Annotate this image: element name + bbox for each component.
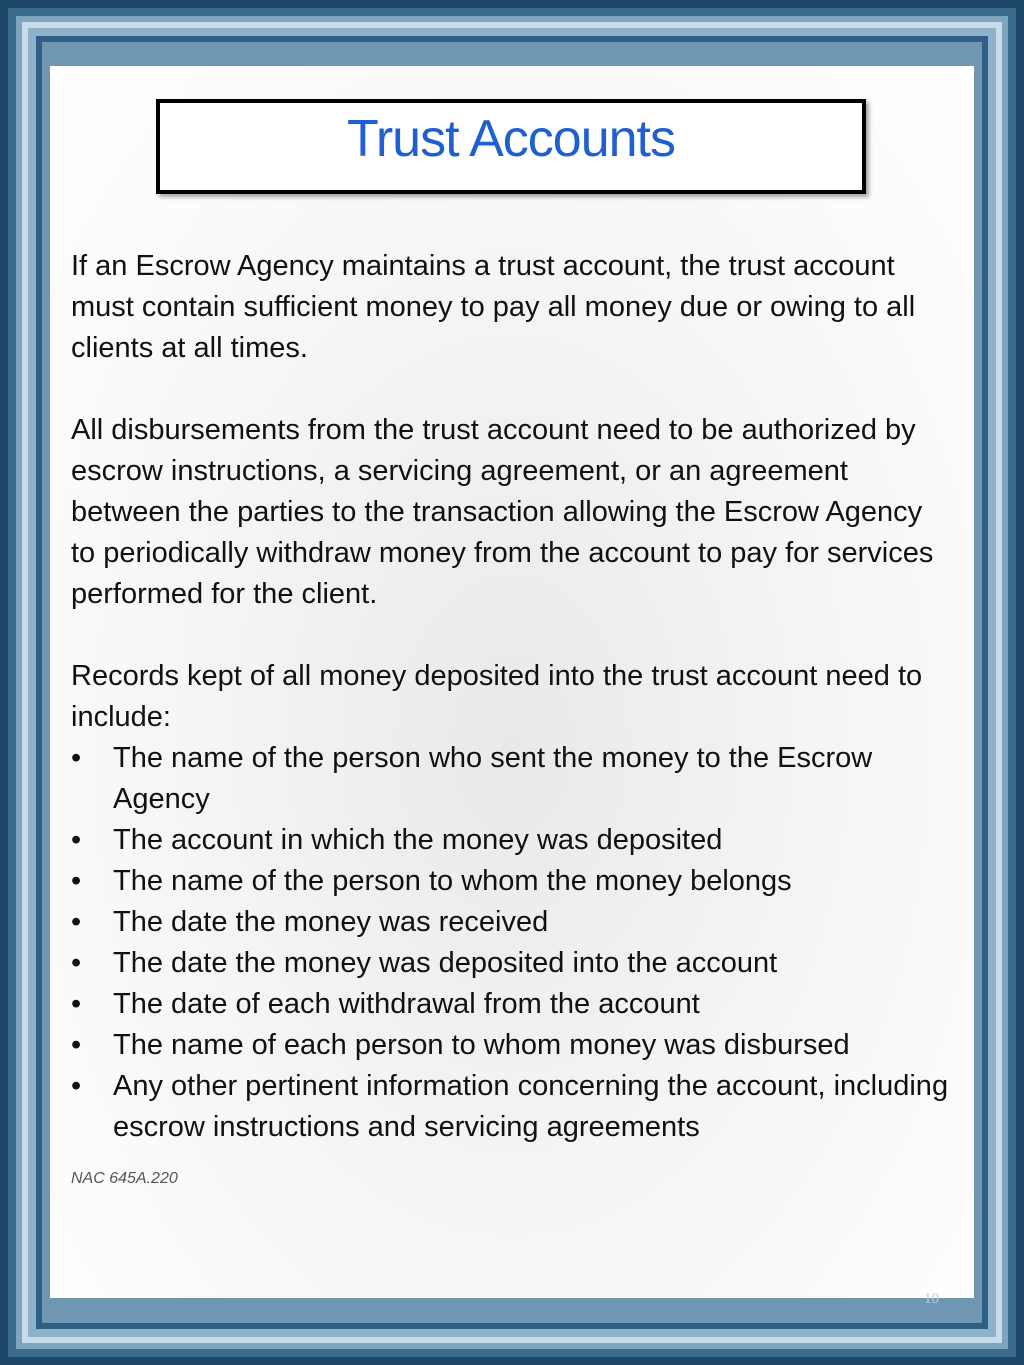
list-item — [71, 1066, 951, 1148]
list-item — [71, 861, 951, 902]
slide-page — [50, 66, 974, 1307]
bullet-icon: • — [71, 865, 82, 897]
list-item-text: The name of the person to whom the money belongs — [113, 865, 792, 897]
list-item-text: The date the money was deposited into the account — [113, 947, 778, 979]
title-box — [156, 99, 866, 194]
bullet-icon: • — [71, 906, 82, 938]
list-item-text: The date of each withdrawal from the account — [113, 988, 700, 1020]
list-item-text: The name of each person to whom money was disbursed — [113, 1029, 850, 1061]
page-title: Trust Accounts — [347, 110, 675, 168]
bullet-icon: • — [71, 1070, 82, 1102]
list-item-text: The account in which the money was deposited — [113, 824, 723, 856]
list-item — [71, 820, 951, 861]
page-number: 10 — [924, 1291, 939, 1307]
list-item — [71, 943, 951, 984]
list-item-text: The date the money was received — [113, 906, 549, 938]
bullet-icon: • — [71, 824, 82, 856]
records-lead: Records kept of all money deposited into the trust account need to include: — [71, 660, 923, 733]
list-item — [71, 902, 951, 943]
list-item — [71, 1025, 951, 1066]
bullet-icon: • — [71, 1029, 82, 1061]
list-item-text: Any other pertinent information concerning the account, including escrow instructions and servicing agreements — [113, 1070, 949, 1143]
bullet-icon: • — [71, 947, 82, 979]
list-item-text: The name of the person who sent the money to the Escrow Agency — [113, 742, 873, 815]
records-list — [71, 738, 951, 1148]
bullet-icon: • — [71, 988, 82, 1020]
citation: NAC 645A.220 — [71, 1170, 178, 1187]
bullet-icon: • — [71, 742, 82, 774]
slide-body — [71, 246, 951, 1148]
paragraph-disbursements: All disbursements from the trust account need to be authorized by escrow instructions, a servicing agreement, or an agreement between the parties to the transaction allowing the Escrow Agency to periodically withdraw money from the account to pay for services performed for the client. — [71, 414, 934, 610]
list-item — [71, 738, 951, 820]
paragraph-trust-account: If an Escrow Agency maintains a trust account, the trust account must contain sufficient money to pay all money due or owing to all clients at all times. — [71, 250, 916, 364]
list-item — [71, 984, 951, 1025]
